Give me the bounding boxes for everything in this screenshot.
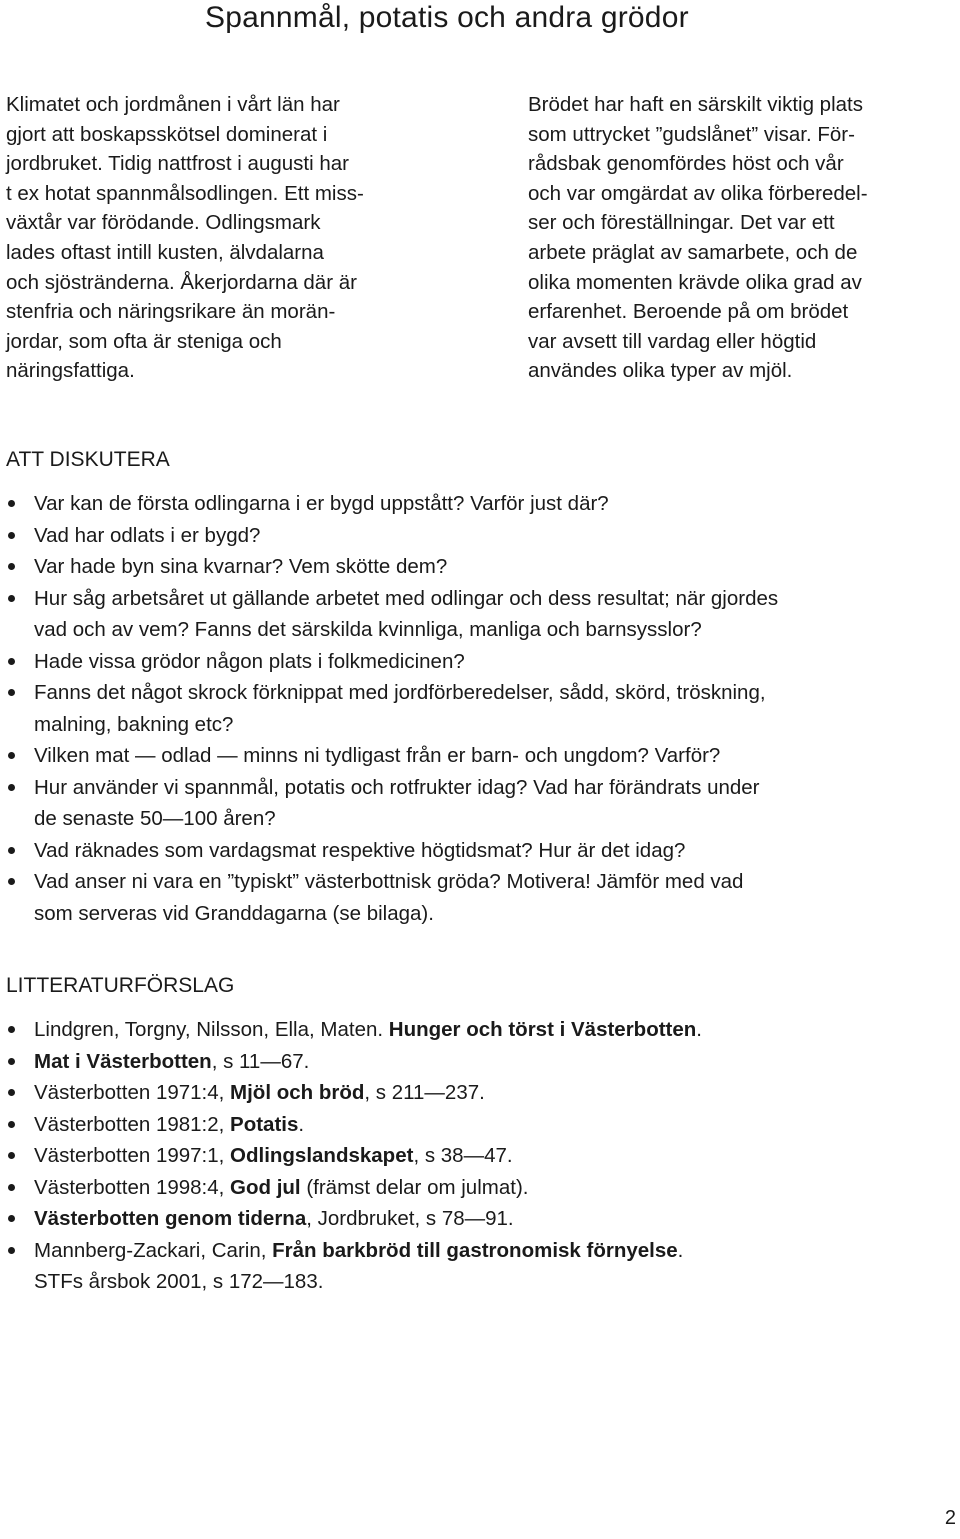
literature-author: Västerbotten 1997:1, [34, 1144, 231, 1167]
discuss-item-line: Hade vissa grödor någon plats i folkmedicinen? [34, 649, 465, 673]
bullet-dot-icon [8, 878, 15, 885]
bullet-dot-icon [8, 658, 15, 665]
right-line: rådsbak genomfördes höst och vår [528, 152, 844, 176]
discuss-item-line: de senaste 50—100 åren? [34, 807, 276, 830]
right-line: arbete präglat av samarbete, och de [528, 240, 858, 264]
literature-details: . [298, 1112, 305, 1136]
page-number: 2 [944, 1507, 956, 1529]
discuss-item-line: Vad har odlats i er bygd? [34, 523, 261, 547]
page-title: Spannmål, potatis och andra grödor [205, 1, 689, 34]
bullet-dot-icon [8, 1058, 15, 1065]
literature-title: Från barkbröd till gastronomisk förnyelse [272, 1238, 678, 1262]
left-line: växtår var förödande. Odlingsmark [6, 211, 321, 235]
discuss-item [0, 520, 960, 552]
literature-list [0, 1014, 960, 1298]
discuss-item [0, 677, 960, 740]
discuss-item [0, 583, 960, 646]
discuss-item [0, 835, 960, 867]
bullet-dot-icon [8, 784, 15, 791]
bullet-dot-icon [8, 1026, 15, 1033]
right-line: erfarenhet. Beroende på om brödet [528, 300, 849, 324]
discuss-item [0, 866, 960, 929]
literature-item [0, 1014, 960, 1046]
bullet-dot-icon [8, 1089, 15, 1096]
left-line: lades oftast intill kusten, älvdalarna [6, 240, 324, 264]
discuss-item-line: Var kan de första odlingarna i er bygd uppstått? Varför just där? [34, 492, 609, 515]
discuss-item [0, 772, 960, 835]
literature-details: , s 211—237. [364, 1081, 485, 1104]
literature-title: God jul [230, 1175, 301, 1199]
discuss-item-line: Vilken mat — odlad — minns ni tydligast från er barn- och ungdom? Varför? [34, 744, 721, 767]
left-line: näringsfattiga. [6, 359, 135, 383]
right-line: olika momenten krävde olika grad av [528, 270, 862, 294]
right-line: som uttrycket ”gudslånet” visar. För- [528, 122, 855, 146]
literature-author: Mannberg-Zackari, Carin, [34, 1238, 273, 1262]
literature-author: Västerbotten 1998:4, [34, 1175, 231, 1199]
left-line: gjort att boskapsskötsel dominerat i [6, 122, 328, 146]
discuss-item-line: malning, bakning etc? [34, 712, 234, 736]
literature-item [0, 1203, 960, 1235]
left-line: Klimatet och jordmånen i vårt län har [6, 93, 340, 116]
discuss-item-line: som serveras vid Granddagarna (se bilaga). [34, 901, 434, 925]
literature-heading: LITTERATURFÖRSLAG [6, 974, 235, 997]
literature-details: , s 38—47. [413, 1144, 513, 1167]
literature-item [0, 1109, 960, 1141]
literature-title: Mjöl och bröd [230, 1081, 365, 1104]
discuss-heading: ATT DISKUTERA [6, 448, 170, 471]
literature-details: . [677, 1238, 684, 1262]
discuss-item-line: Fanns det något skrock förknippat med jordförberedelser, sådd, skörd, tröskning, [34, 681, 766, 704]
literature-details: (främst delar om julmat). [300, 1175, 529, 1199]
discuss-item [0, 551, 960, 583]
left-line: stenfria och näringsrikare än morän- [6, 300, 336, 324]
bullet-dot-icon [8, 1184, 15, 1191]
literature-title: Odlingslandskapet [230, 1144, 414, 1167]
literature-title: Mat i Västerbotten [34, 1049, 212, 1073]
literature-title: Potatis [230, 1112, 299, 1136]
bullet-dot-icon [8, 1121, 15, 1128]
left-line: och sjöstränderna. Åkerjordarna där är [6, 270, 357, 294]
discuss-item-line: Var hade byn sina kvarnar? Vem skötte dem? [34, 555, 448, 578]
literature-item [0, 1077, 960, 1109]
literature-item [0, 1046, 960, 1078]
literature-author: Lindgren, Torgny, Nilsson, Ella, Maten. [34, 1018, 389, 1041]
discuss-item [0, 740, 960, 772]
right-line: och var omgärdat av olika förberedel- [528, 181, 868, 205]
right-line: användes olika typer av mjöl. [528, 359, 793, 383]
literature-author: Västerbotten 1981:2, [34, 1112, 231, 1136]
literature-details: , Jordbruket, s 78—91. [306, 1207, 514, 1230]
discuss-item-line: Vad anser ni vara en ”typiskt” västerbottnisk gröda? Motivera! Jämför med vad [34, 870, 744, 893]
right-line: var avsett till vardag eller högtid [528, 329, 817, 353]
bullet-dot-icon [8, 1152, 15, 1159]
discuss-item-line: Hur såg arbetsåret ut gällande arbetet med odlingar och dess resultat; när gjordes [34, 586, 779, 610]
literature-author: Västerbotten 1971:4, [34, 1081, 231, 1104]
discuss-item-line: vad och av vem? Fanns det särskilda kvinnliga, manliga och barnsysslor? [34, 618, 702, 641]
literature-item [0, 1172, 960, 1204]
literature-title: Hunger och törst i Västerbotten [388, 1018, 697, 1041]
right-line: ser och föreställningar. Det var ett [528, 211, 835, 235]
discuss-item-line: Vad räknades som vardagsmat respektive högtidsmat? Hur är det idag? [34, 838, 686, 862]
bullet-dot-icon [8, 563, 15, 570]
discuss-list [0, 488, 960, 929]
literature-title: Västerbotten genom tiderna [34, 1207, 307, 1230]
left-line: t ex hotat spannmålsodlingen. Ett miss- [6, 181, 364, 205]
bullet-dot-icon [8, 500, 15, 507]
left-line: jordbruket. Tidig nattfrost i augusti har [6, 152, 349, 176]
literature-details: , s 11—67. [211, 1049, 310, 1073]
bullet-dot-icon [8, 532, 15, 539]
bullet-dot-icon [8, 752, 15, 759]
right-line: Brödet har haft en särskilt viktig plats [528, 93, 863, 116]
bullet-dot-icon [8, 847, 15, 854]
intro-left-column [6, 90, 446, 386]
bullet-dot-icon [8, 689, 15, 696]
discuss-item-line: Hur använder vi spannmål, potatis och rotfrukter idag? Vad har förändrats under [34, 775, 760, 799]
intro-right-column [528, 90, 956, 386]
bullet-dot-icon [8, 1215, 15, 1222]
literature-item [0, 1235, 960, 1298]
discuss-item [0, 488, 960, 520]
literature-continuation: STFs årsbok 2001, s 172—183. [34, 1270, 324, 1293]
bullet-dot-icon [8, 595, 15, 602]
left-line: jordar, som ofta är steniga och [6, 329, 282, 353]
bullet-dot-icon [8, 1247, 15, 1254]
discuss-item [0, 646, 960, 678]
literature-details: . [696, 1018, 702, 1041]
literature-item [0, 1140, 960, 1172]
